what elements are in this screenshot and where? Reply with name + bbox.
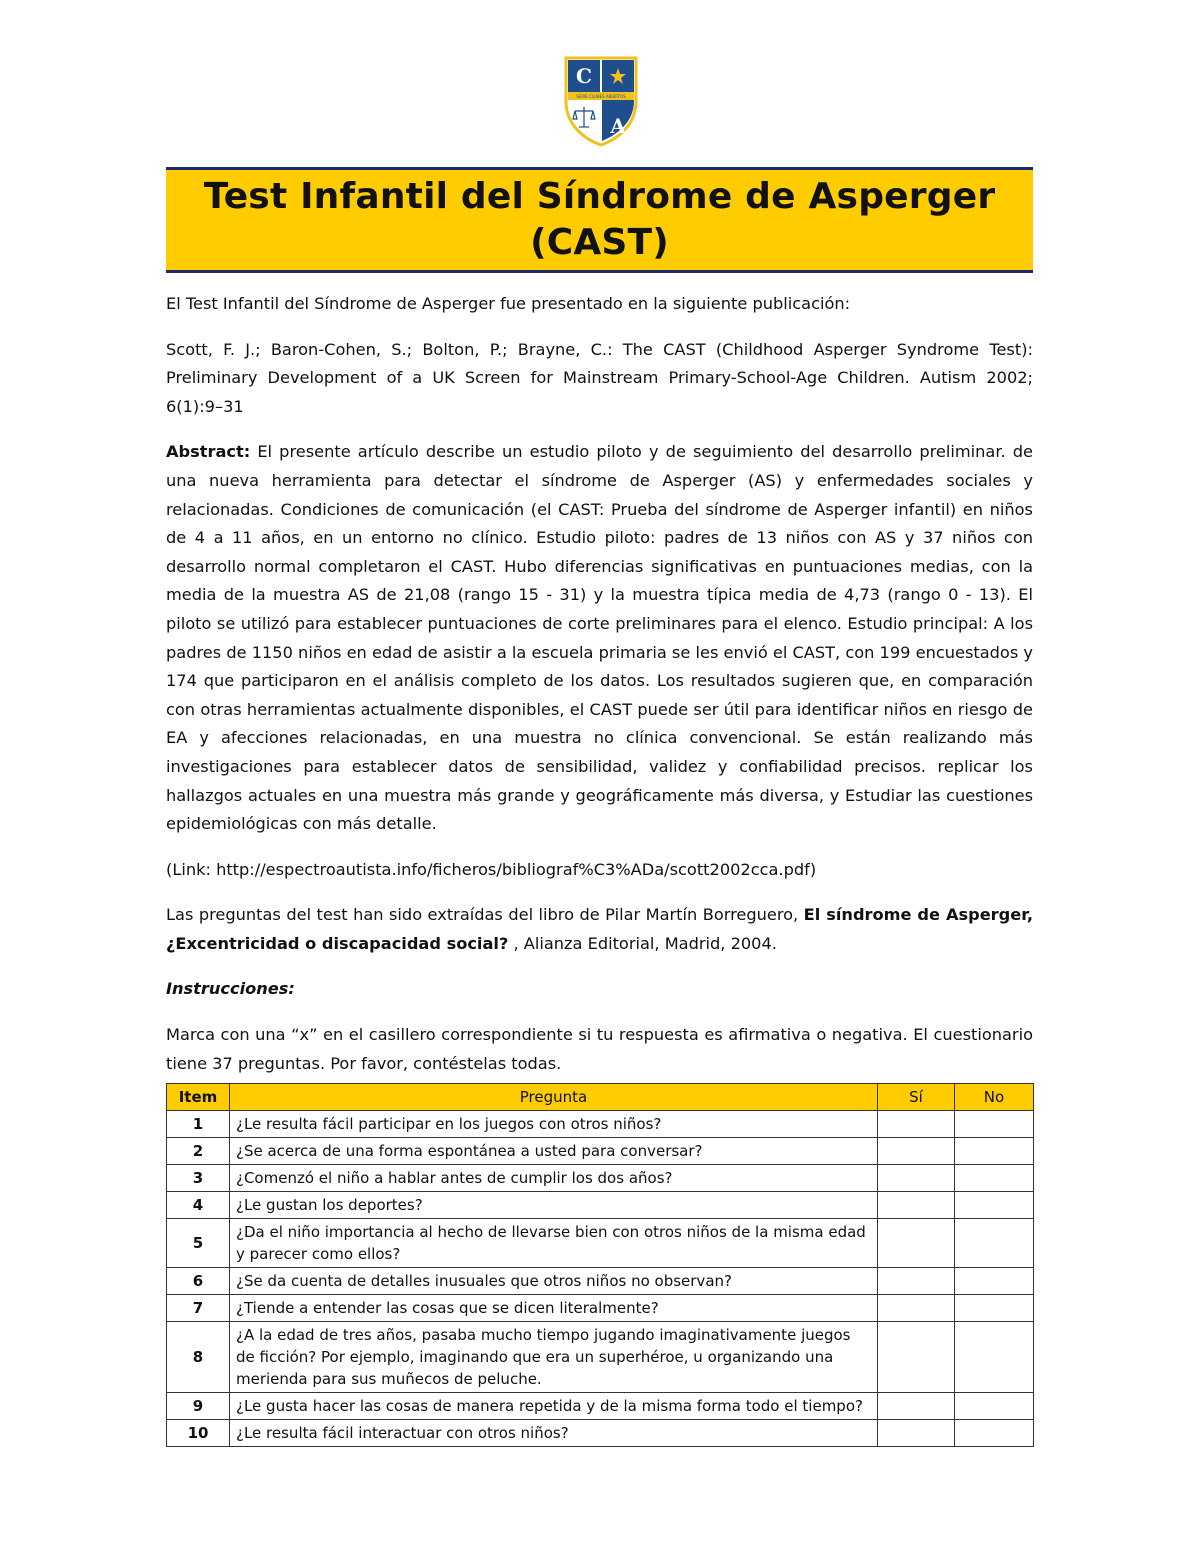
answer-yes-cell[interactable]	[878, 1268, 955, 1295]
question-text: ¿Le gustan los deportes?	[230, 1192, 878, 1219]
crest-letter-a: A	[610, 114, 626, 138]
answer-yes-cell[interactable]	[878, 1295, 955, 1322]
page-title: Test Infantil del Síndrome de Asperger	[203, 176, 996, 217]
answer-yes-cell[interactable]	[878, 1192, 955, 1219]
header-item: Item	[167, 1084, 230, 1111]
answer-yes-cell[interactable]	[878, 1393, 955, 1420]
table-row	[167, 1322, 1034, 1393]
title-banner	[166, 167, 1033, 273]
question-text: ¿Se acerca de una forma espontánea a usted para conversar?	[230, 1138, 878, 1165]
item-number: 7	[167, 1295, 230, 1322]
intro-paragraph: El Test Infantil del Síndrome de Asperger fue presentado en la siguiente publicación:	[166, 294, 851, 313]
answer-no-cell[interactable]	[955, 1111, 1034, 1138]
header-question: Pregunta	[230, 1084, 878, 1111]
table-row	[167, 1165, 1034, 1192]
answer-no-cell[interactable]	[955, 1165, 1034, 1192]
crest-letter-c: C	[576, 64, 592, 88]
question-text: ¿Tiende a entender las cosas que se dicen literalmente?	[230, 1295, 878, 1322]
answer-no-cell[interactable]	[955, 1295, 1034, 1322]
answer-no-cell[interactable]	[955, 1322, 1034, 1393]
question-text: ¿Le resulta fácil interactuar con otros niños?	[230, 1420, 878, 1447]
question-text: ¿A la edad de tres años, pasaba mucho tiempo jugando imaginativamente juegos de ficción? Por ejemplo, imaginando que era un superhéroe, u organizando una merienda para sus muñecos de peluche.	[230, 1322, 878, 1393]
table-row	[167, 1420, 1034, 1447]
table-row	[167, 1138, 1034, 1165]
item-number: 5	[167, 1219, 230, 1268]
table-row	[167, 1268, 1034, 1295]
item-number: 6	[167, 1268, 230, 1295]
table-row	[167, 1111, 1034, 1138]
question-text: ¿Le resulta fácil participar en los juegos con otros niños?	[230, 1111, 878, 1138]
answer-yes-cell[interactable]	[878, 1322, 955, 1393]
abstract-text: El presente artículo describe un estudio piloto y de seguimiento del desarrollo preliminar. de una nueva herramienta para detectar el síndrome de Asperger (AS) y enfermedades sociales y relacionadas. Condiciones de comunicación (el CAST: Prueba del síndrome de Asperger infantil) en niños de 4 a 11 años, en un entorno no clínico. Estudio piloto: padres de 13 niños con AS y 37 niños con desarrollo normal completaron el CAST. Hubo diferencias significativas en puntuaciones medias, con la media de la muestra AS de 21,08 (rango 15 - 31) y la muestra típica media de 4,73 (rango 0 - 13). El piloto se utilizó para establecer puntuaciones de corte preliminares para el elenco. Estudio principal: A los padres de 1150 niños en edad de asistir a la escuela primaria se les envió el CAST, con 199 encuestados y 174 que participaron en el análisis completo de los datos. Los resultados sugieren que, en comparación con otras herramientas actualmente disponibles, el CAST puede ser útil para identificar niños en riesgo de EA y afecciones relacionadas, en una muestra no clínica convencional. Se están realizando más investigaciones para establecer datos de sensibilidad, validez y confiabilidad precisos. replicar los hallazgos actuales en una muestra más grande y geográficamente más diversa, y Estudiar las cuestiones epidemiológicas con más detalle.	[166, 442, 1033, 834]
question-text: ¿Comenzó el niño a hablar antes de cumplir los dos años?	[230, 1165, 878, 1192]
answer-yes-cell[interactable]	[878, 1111, 955, 1138]
item-number: 1	[167, 1111, 230, 1138]
item-number: 10	[167, 1420, 230, 1447]
school-crest-logo	[562, 55, 640, 147]
crest-motto: SERIE CLUBES ABIERTOS	[576, 94, 626, 99]
answer-yes-cell[interactable]	[878, 1138, 955, 1165]
instructions-text: Marca con una “x” en el casillero correspondiente si tu respuesta es afirmativa o negativa. El cuestionario tiene 37 preguntas. Por favor, contéstelas todas.	[166, 1025, 1033, 1073]
source-paragraph	[166, 901, 1033, 958]
abstract-paragraph	[166, 438, 1033, 838]
table-row	[167, 1192, 1034, 1219]
question-text: ¿Se da cuenta de detalles inusuales que otros niños no observan?	[230, 1268, 878, 1295]
table-row	[167, 1219, 1034, 1268]
header-no: No	[955, 1084, 1034, 1111]
book-title: El síndrome de Asperger, ¿Excentricidad o discapacidad social?	[166, 905, 1033, 953]
answer-no-cell[interactable]	[955, 1138, 1034, 1165]
answer-yes-cell[interactable]	[878, 1165, 955, 1192]
item-number: 9	[167, 1393, 230, 1420]
citation-paragraph: Scott, F. J.; Baron-Cohen, S.; Bolton, P.; Brayne, C.: The CAST (Childhood Asperger Syndrome Test): Preliminary Development of a UK Screen for Mainstream Primary-School-Age Children. Autism 2002; 6(1):9–31	[166, 339, 1033, 416]
item-number: 3	[167, 1165, 230, 1192]
table-header-row	[167, 1084, 1034, 1111]
instructions-heading: Instrucciones:	[166, 979, 295, 999]
item-number: 8	[167, 1322, 230, 1393]
answer-no-cell[interactable]	[955, 1393, 1034, 1420]
table-row	[167, 1295, 1034, 1322]
item-number: 4	[167, 1192, 230, 1219]
answer-no-cell[interactable]	[955, 1268, 1034, 1295]
header-yes: Sí	[878, 1084, 955, 1111]
answer-no-cell[interactable]	[955, 1219, 1034, 1268]
answer-no-cell[interactable]	[955, 1420, 1034, 1447]
question-text: ¿Le gusta hacer las cosas de manera repetida y de la misma forma todo el tiempo?	[230, 1393, 878, 1420]
document-body	[166, 290, 1033, 1095]
answer-yes-cell[interactable]	[878, 1219, 955, 1268]
page-subtitle-acronym: (CAST)	[530, 222, 669, 263]
abstract-label: Abstract:	[166, 442, 251, 462]
source-link[interactable]: (Link: http://espectroautista.info/ficheros/bibliograf%C3%ADa/scott2002cca.pdf)	[166, 859, 817, 879]
question-text: ¿Da el niño importancia al hecho de llevarse bien con otros niños de la misma edad y parecer como ellos?	[230, 1219, 878, 1268]
source-post: , Alianza Editorial, Madrid, 2004.	[508, 933, 777, 953]
answer-no-cell[interactable]	[955, 1192, 1034, 1219]
table-row	[167, 1393, 1034, 1420]
questionnaire-table	[166, 1083, 1034, 1447]
answer-yes-cell[interactable]	[878, 1420, 955, 1447]
item-number: 2	[167, 1138, 230, 1165]
source-pre: Las preguntas del test han sido extraídas del libro de Pilar Martín Borreguero,	[166, 905, 804, 925]
